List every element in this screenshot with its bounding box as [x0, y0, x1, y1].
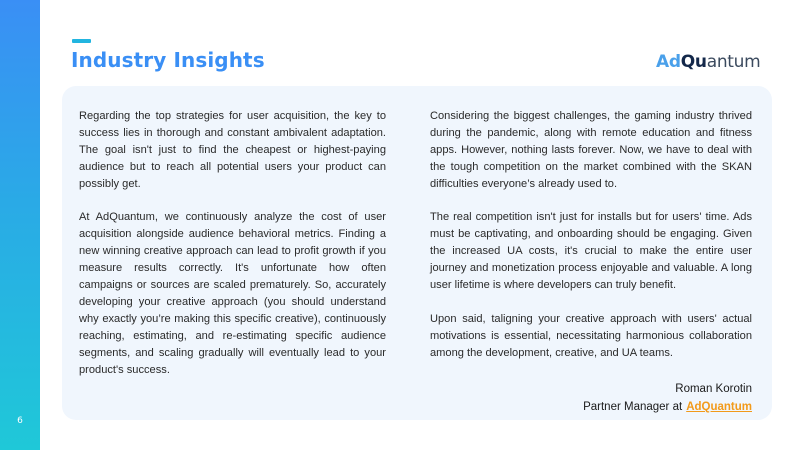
page-title: Industry Insights — [71, 48, 265, 72]
page-number: 6 — [17, 416, 23, 426]
logo-part-ad: Ad — [656, 52, 681, 72]
author-role: Partner Manager at — [583, 401, 683, 413]
author-role-line — [583, 398, 752, 416]
adquantum-logo — [656, 52, 760, 72]
company-link[interactable]: AdQuantum — [686, 401, 752, 413]
sidebar-gradient-strip — [0, 0, 40, 450]
signature-block — [583, 380, 752, 416]
title-accent-bar — [72, 39, 91, 43]
author-name: Roman Korotin — [675, 383, 752, 395]
paragraph: At AdQuantum, we continuously analyze the cost of user acquisition alongside audience behavioral metrics. Finding a new winning creative approach can lead to profit growth if you measure results correctly. It's unfortunate how often campaigns or sources are scaled prematurely. So, accurately developing your creative approach (you should understand why exactly you’re making this specific creative), continuously reaching, estimating, and re-estimating specific audience segments, and scaling gradually will eventually lead to your product's success. — [79, 211, 386, 376]
paragraph: Considering the biggest challenges, the gaming industry thrived during the pandemic, along with remote education and fitness apps. However, nothing lasts forever. Now, we have to deal with the tough competition on the market combined with the SKAN difficulties everyone’s already used to. — [430, 110, 752, 190]
right-column — [430, 108, 752, 362]
paragraph: Regarding the top strategies for user acquisition, the key to success lies in thorough and constant ambivalent adaptation. The goal isn't just to find the cheapest or highest-paying audience but to reach all potential users your product can possibly get. — [79, 110, 386, 190]
logo-part-qu: Qu — [680, 52, 707, 72]
left-column — [79, 108, 386, 378]
paragraph: Upon said, taligning your creative approach with users' actual motivations is essential, necessitating harmonious collaboration among the development, creative, and UA teams. — [430, 312, 752, 359]
logo-part-antum: antum — [706, 52, 761, 72]
paragraph: The real competition isn't just for installs but for users' time. Ads must be captivating, and onboarding should be engaging. Given the increased UA costs, it's crucial to make the entire user journey and monetization process enjoyable and valuable. A long user lifetime is where developers can truly benefit. — [430, 211, 752, 292]
insights-card — [62, 86, 772, 420]
